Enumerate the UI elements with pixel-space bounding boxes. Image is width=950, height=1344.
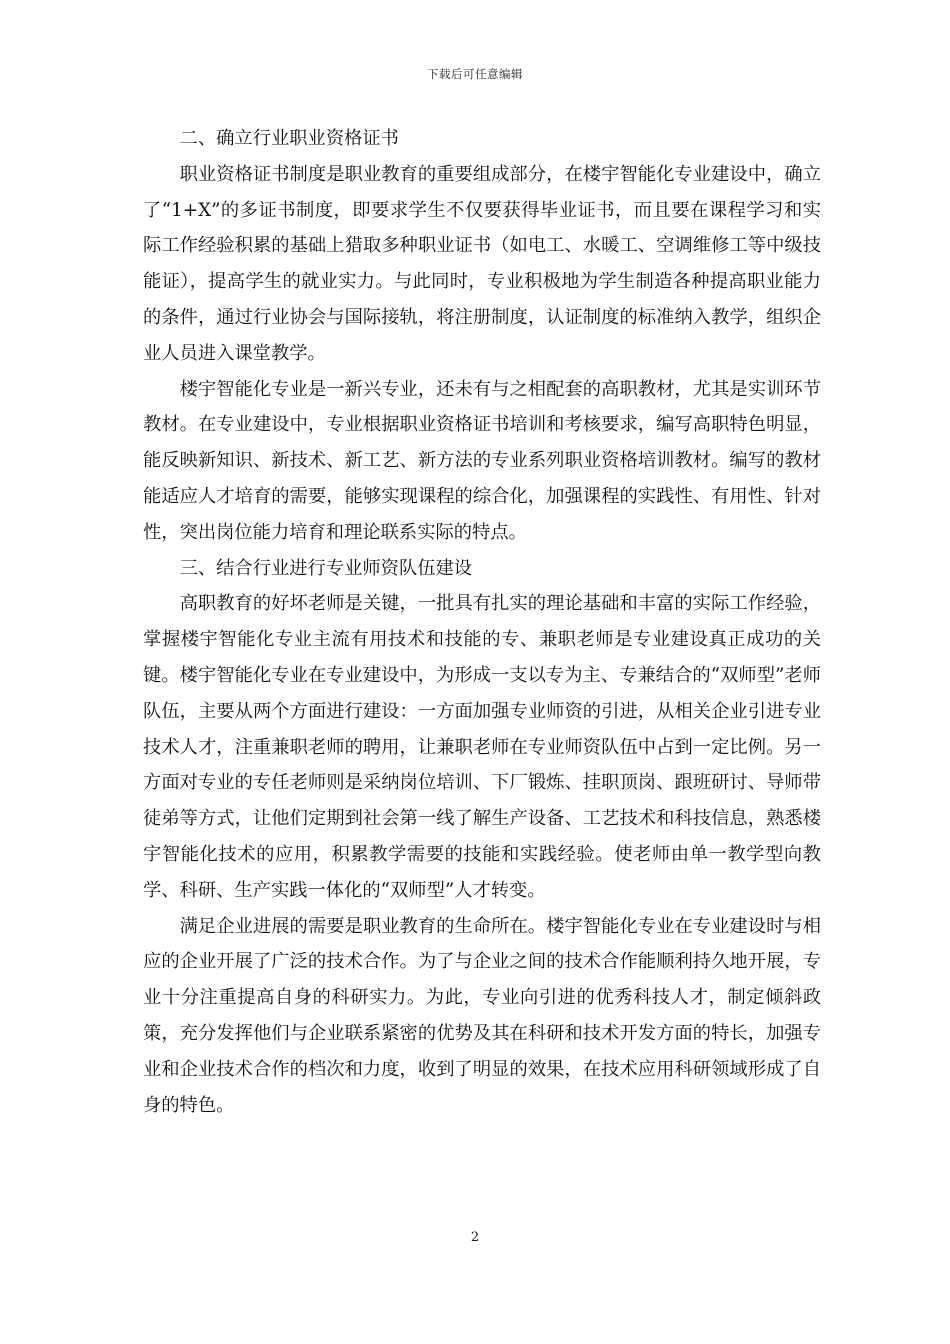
page-header-note: 下载后可任意编辑 [427,67,523,81]
page-number: 2 [470,1230,480,1245]
body-paragraph: 职业资格证书制度是职业教育的重要组成部分，在楼宇智能化专业建设中，确立了“1+X”的多证书制度，即要求学生不仅要获得毕业证书，而且要在课程学习和实际工作经验积累的基础上猎取多种职业证书（如电工、水暖工、空调维修工等中级技能证），提高学生的就业实力。与此同时，专业积极地为学生制造各种提高职业能力的条件，通过行业协会与国际接轨，将注册制度，认证制度的标准纳入教学，组织企业人员进入课堂教学。 [143,163,821,364]
section-heading-3: 三、结合行业进行专业师资队伍建设 [179,557,473,579]
body-paragraph: 高职教育的好坏老师是关键，一批具有扎实的理论基础和丰富的实际工作经验，掌握楼宇智能化专业主流有用技术和技能的专、兼职老师是专业建设真正成功的关键。楼宇智能化专业在专业建设中，为形成一支以专为主、专兼结合的“双师型”老师队伍，主要从两个方面进行建设：一方面加强专业师资的引进，从相关企业引进专业技术人才，注重兼职老师的聘用，让兼职老师在专业师资队伍中占到一定比例。另一方面对专业的专任老师则是采纳岗位培训、下厂锻炼、挂职顶岗、跟班研讨、导师带徒弟等方式，让他们定期到社会第一线了解生产设备、工艺技术和科技信息，熟悉楼宇智能化技术的应用，积累教学需要的技能和实践经验。使老师由单一教学型向教学、科研、生产实践一体化的“双师型”人才转变。 [143,593,821,901]
section-heading-2: 二、确立行业职业资格证书 [179,128,399,149]
body-paragraph: 满足企业进展的需要是职业教育的生命所在。楼宇智能化专业在专业建设时与相应的企业开展了广泛的技术合作。为了与企业之间的技术合作能顺利持久地开展，专业十分注重提高自身的科研实力。为此，专业向引进的优秀科技人才，制定倾斜政策，充分发挥他们与企业联系紧密的优势及其在科研和技术开发方面的特长，加强专业和企业技术合作的档次和力度，收到了明显的效果，在技术应用科研领域形成了自身的特色。 [143,915,821,1116]
document-body [143,121,821,1123]
body-paragraph: 楼宇智能化专业是一新兴专业，还未有与之相配套的高职教材，尤其是实训环节教材。在专业建设中，专业根据职业资格证书培训和考核要求，编写高职特色明显，能反映新知识、新技术、新工艺、新方法的专业系列职业资格培训教材。编写的教材能适应人才培育的需要，能够实现课程的综合化，加强课程的实践性、有用性、针对性，突出岗位能力培育和理论联系实际的特点。 [143,378,821,543]
